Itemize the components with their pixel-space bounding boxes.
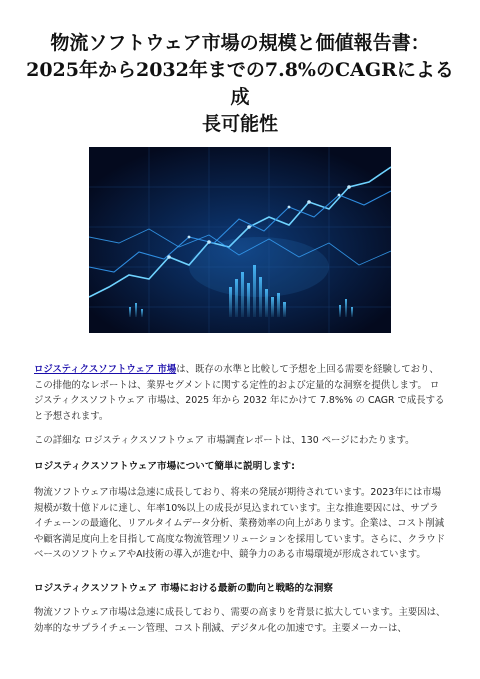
report-pages-paragraph — [34, 433, 446, 449]
data-analytics-chart-image — [89, 147, 391, 333]
section-1-heading: ロジスティクスソフトウェア市場について簡単に説明します: — [34, 461, 295, 472]
section-1 — [34, 459, 446, 475]
section-1-body — [34, 485, 446, 563]
section-2-text: 物流ソフトウェア市場は急速に成長しており、需要の高まりを背景に拡大しています。主要因は、効率的なサプライチェーン管理、コスト削減、デジタル化の加速です。主要メーカーは、 — [34, 607, 446, 634]
section-1-text: 物流ソフトウェア市場は急速に成長しており、将来の発展が期待されています。2023年には市場規模が数十億ドルに達し、年率10%以上の成長が見込まれています。主な推進要因には、サプライチェーンの最適化、リアルタイムデータ分析、業務効率の向上があります。企業は、コスト削減や顧客満足度向上を目指して高度な物流管理ソリューションを採用しています。さらに、クラウドベースのソフトウェアやAI技術の導入が進む中、競争力のある市場環境が形成されています。 — [34, 487, 446, 561]
intro-text: は、既存の水準と比較して予想を上回る需要を経験しており、この排他的なレポートは、業界セグメントに関する定性的および定量的な洞察を提供します。 ロジスティクスソフトウェア 市場は、2025 年から 2032 年にかけて 7.8%% の CAGR で成長すると予想されます。 — [34, 364, 445, 422]
market-link[interactable]: ロジスティクスソフトウェア 市場 — [34, 364, 177, 375]
section-2-heading: ロジスティクスソフトウェア 市場における最新の動向と戦略的な洞察 — [34, 583, 334, 594]
title-line-3: 長可能性 — [201, 113, 278, 135]
light-glow — [189, 237, 329, 297]
title-line-1: 物流ソフトウェア市場の規模と価値報告書： — [50, 32, 430, 54]
report-pages-text: この詳細な ロジスティクスソフトウェア 市場調査レポートは、130 ページにわたります。 — [34, 435, 415, 446]
title-line-2: 2025年から2032年までの7.8%のCAGRによる成 — [26, 59, 454, 108]
page-title — [24, 30, 456, 138]
intro-paragraph — [34, 362, 446, 424]
hero-image — [89, 147, 391, 333]
section-2 — [34, 581, 446, 597]
section-2-body — [34, 605, 446, 636]
